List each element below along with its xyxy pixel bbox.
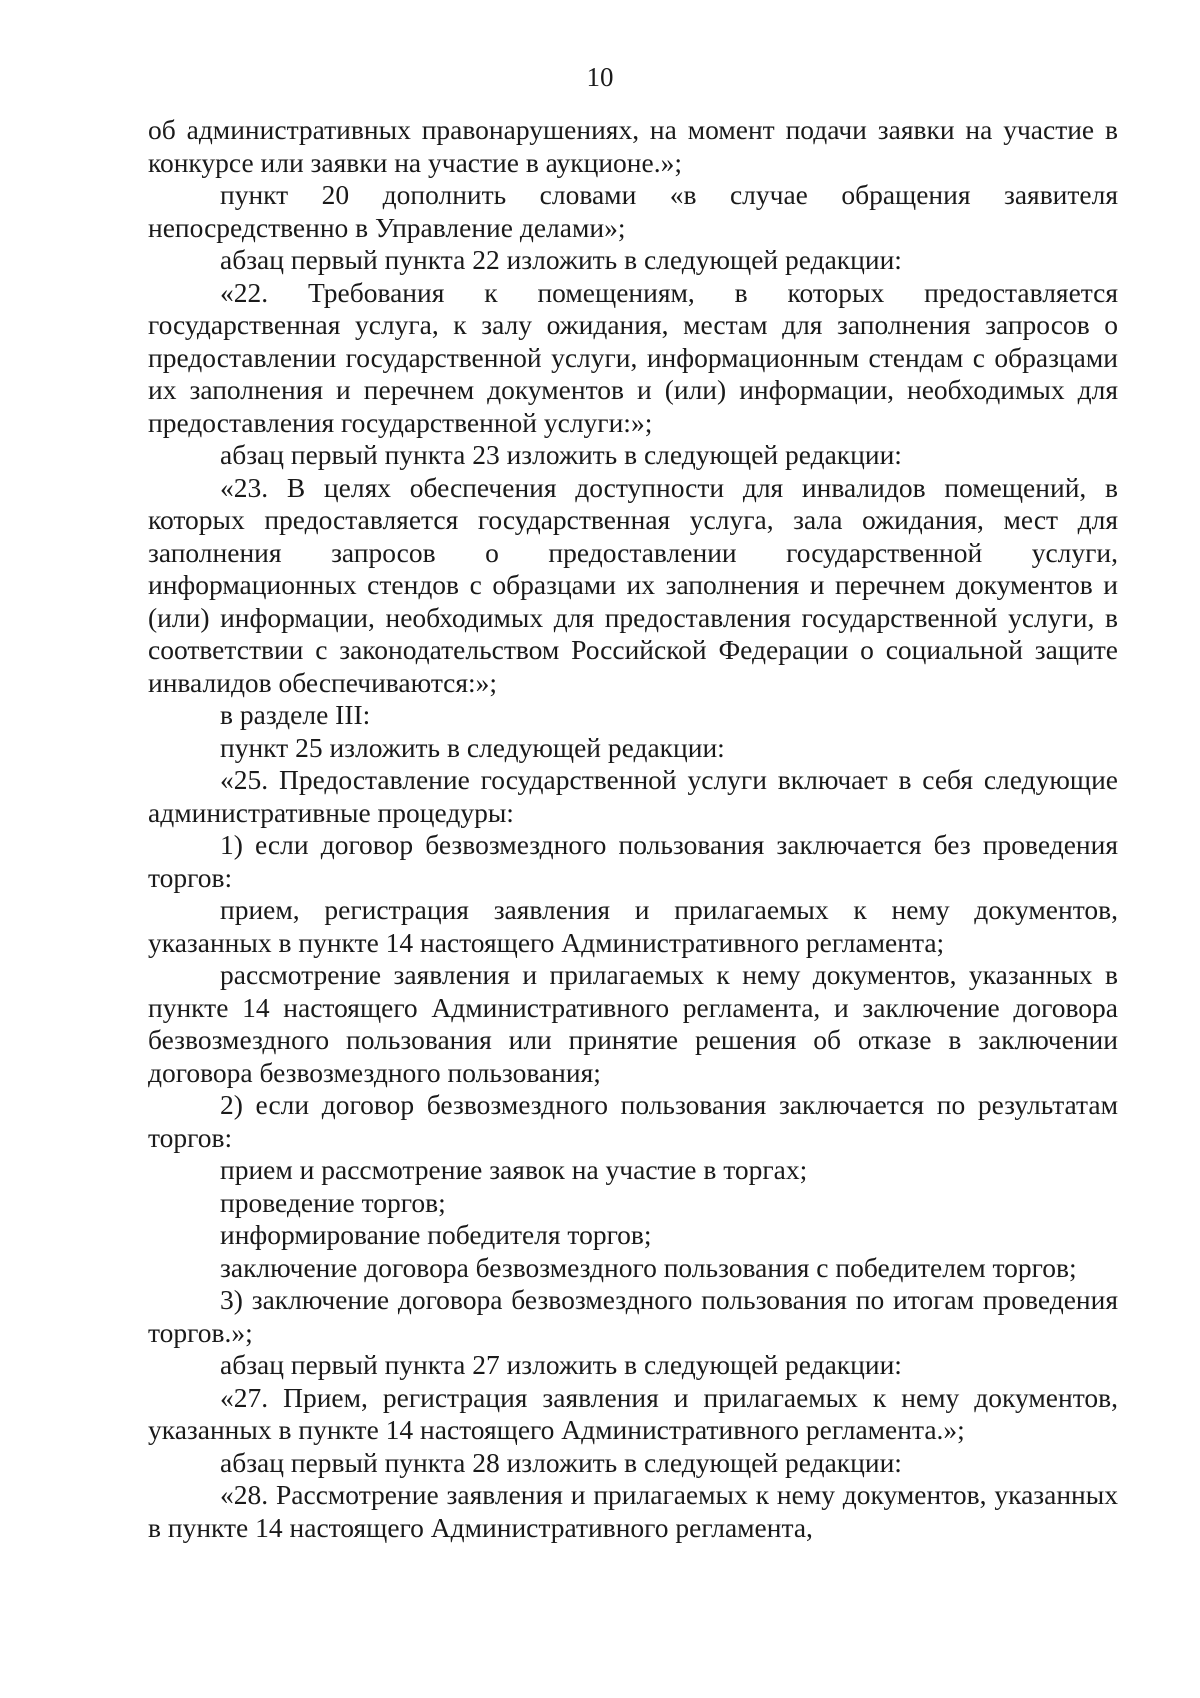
paragraph: 2) если договор безвозмездного пользования заключается по результатам торгов: xyxy=(148,1089,1118,1153)
paragraph: в разделе III: xyxy=(220,699,371,730)
paragraph: проведение торгов; xyxy=(220,1186,446,1218)
page-number: 10 xyxy=(586,62,614,92)
paragraph: заключение договора безвозмездного пользования с победителем торгов; xyxy=(220,1251,1077,1283)
paragraph: абзац первый пункта 28 изложить в следующей редакции: xyxy=(220,1446,902,1478)
paragraph: прием и рассмотрение заявок на участие в торгах; xyxy=(220,1154,808,1185)
paragraph: «22. Требования к помещениям, в которых предоставляется государственная услуга, к залу ожидания, местам для заполнения запросов о предоставлении государственной услуги, информационным стендам с образцами их заполнения и перечнем документов и (или) информации, необходимых для предоставления государственной услуги:»; xyxy=(148,276,1118,438)
paragraph: прием, регистрация заявления и прилагаемых к нему документов, указанных в пункте 14 настоящего Административного регламента; xyxy=(148,894,1118,958)
paragraph: пункт 20 дополнить словами «в случае обращения заявителя непосредственно в Управление делами»; xyxy=(148,179,1118,243)
paragraph: абзац первый пункта 23 изложить в следующей редакции: xyxy=(220,439,902,470)
paragraph: пункт 25 изложить в следующей редакции: xyxy=(220,731,725,763)
paragraph: 3) заключение договора безвозмездного пользования по итогам проведения торгов.»; xyxy=(148,1284,1118,1348)
document-body xyxy=(148,114,1118,1544)
paragraph: абзац первый пункта 27 изложить в следующей редакции: xyxy=(220,1349,902,1380)
paragraph: об административных правонарушениях, на момент подачи заявки на участие в конкурсе или заявки на участие в аукционе.»; xyxy=(148,114,1118,178)
paragraph: рассмотрение заявления и прилагаемых к нему документов, указанных в пункте 14 настоящего Административного регламента, и заключение договора безвозмездного пользования или принятие решения об отказе в заключении договора безвозмездного пользования; xyxy=(148,959,1118,1088)
paragraph: «23. В целях обеспечения доступности для инвалидов помещений, в которых предоставляется государственная услуга, зала ожидания, мест для заполнения запросов о предоставлении государственной услуги, информационных стендов с образцами их заполнения и перечнем документов и (или) информации, необходимых для предоставления государственной услуги, в соответствии с законодательством Российской Федерации о социальной защите инвалидов обеспечиваются:»; xyxy=(148,471,1118,698)
paragraph: «25. Предоставление государственной услуги включает в себя следующие административные процедуры: xyxy=(148,764,1118,828)
paragraph: «28. Рассмотрение заявления и прилагаемых к нему документов, указанных в пункте 14 настоящего Административного регламента, xyxy=(148,1479,1118,1543)
paragraph: «27. Прием, регистрация заявления и прилагаемых к нему документов, указанных в пункте 14 настоящего Административного регламента.»; xyxy=(148,1381,1118,1445)
paragraph: информирование победителя торгов; xyxy=(220,1219,652,1250)
paragraph: 1) если договор безвозмездного пользования заключается без проведения торгов: xyxy=(148,829,1118,893)
paragraph: абзац первый пункта 22 изложить в следующей редакции: xyxy=(220,244,902,275)
